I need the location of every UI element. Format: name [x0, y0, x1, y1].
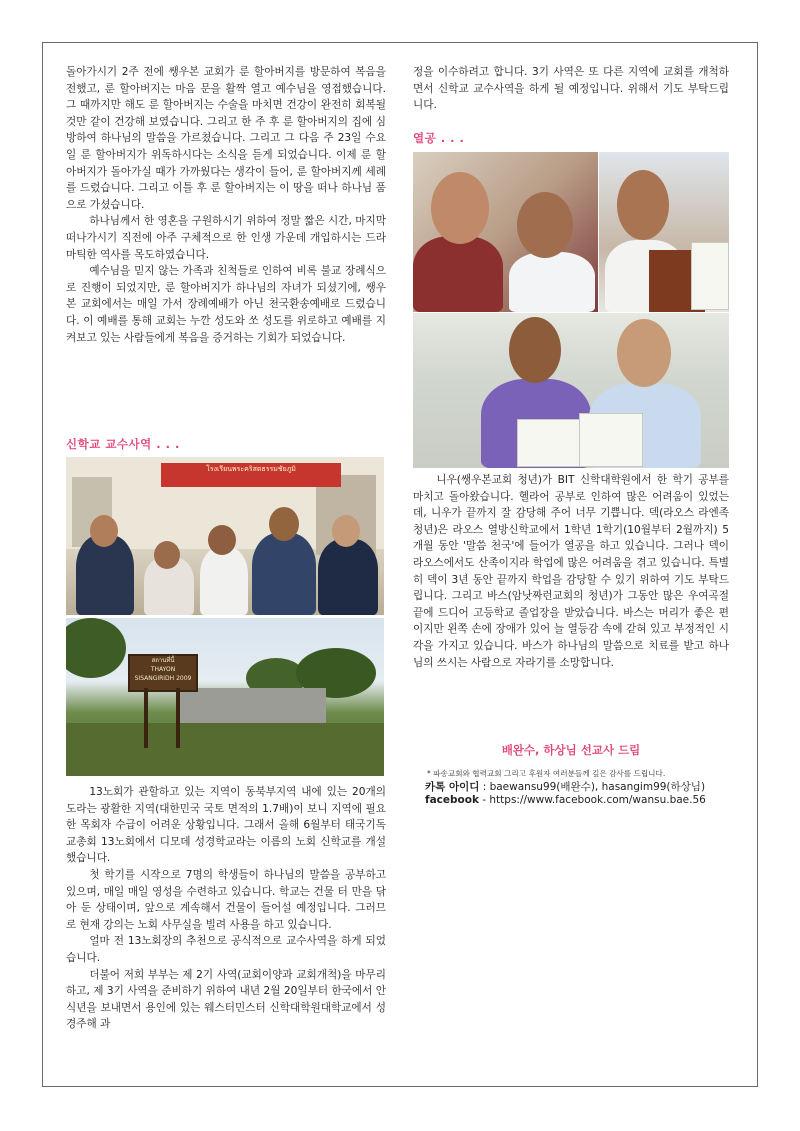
student-with-certificate-photo: [599, 152, 729, 312]
paragraph: 13노회가 관할하고 있는 지역이 동북부지역 내에 있는 20개의 도라는 광활한 지역(대한민국 국토 면적의 1.7배)이 보니 지역에 필요한 목회자 수급이 어려운 상황입니다. 그래서 올해 6월부터 태국기독교총회 13노회에서 디모데 성경학교라는 이름의 노회 신학교를 개설했습니다.: [66, 786, 386, 865]
section-heading-study: 열공 . . .: [413, 131, 465, 145]
kakao-label: 카톡 아이디: [425, 781, 480, 793]
facebook-contact: [425, 794, 706, 806]
paragraph: 더불어 저희 부부는 제 2기 사역(교회이양과 교회개척)을 마무리하고, 제 3기 사역을 준비하기 위하여 내년 2월 20일부터 한국에서 안식년을 보내면서 용인에 있는 웨스터민스터 신학대학원대학교에서 성경주해 과: [66, 968, 386, 1031]
seminary-site-photo: [66, 618, 384, 776]
thanks-note: * 파송교회와 협력교회 그리고 후원자 여러분들께 깊은 감사를 드립니다.: [427, 769, 666, 778]
site-signboard: [128, 654, 198, 692]
kakao-ids: : baewansu99(배완수), hasangim99(하상님): [479, 781, 706, 793]
left-column-bottom-text: [66, 784, 386, 1033]
paragraph: 얼마 전 13노회장의 추천으로 공식적으로 교수사역을 하게 되었습니다.: [66, 935, 386, 964]
right-column-middle-text: [413, 472, 729, 671]
facebook-url[interactable]: - https://www.facebook.com/wansu.bae.56: [478, 794, 706, 806]
sign-line: SISANGIRIDH 2009: [134, 675, 192, 682]
signature: 배완수, 하상님 선교사 드림: [501, 743, 641, 757]
facebook-label: facebook: [425, 794, 479, 806]
sign-line: THAYON: [150, 666, 176, 673]
left-column-top-text: [66, 64, 386, 346]
school-banner: โรงเรียนพระคริสตธรรมชัยภูมิ: [161, 463, 341, 487]
paragraph: 돌아가시기 2주 전에 쌩우본 교회가 룬 할아버지를 방문하여 복음을 전했고, 룬 할아버지는 마음 문을 활짝 열고 예수님을 영접했습니다. 그 때까지만 해도 룬 할아버지는 수술을 마치면 건강이 완전히 회복될 것만 같이 건강해 보였습니다. 그리고 한 주 후 룬 할아버지의 집에 심방하여 하나님의 말씀을 가르쳤습니다. 그리고 그 다음 주 23일 수요일 룬 할아버지가 위독하시다는 소식을 듣게 되었습니다. 이제 룬 할아버지가 돌아가실 때가 가까웠다는 생각이 들어, 룬 할아버지께 세례를 드렸습니다. 그리고 이틀 후 룬 할아버지는 이 땅을 떠나 하나님 품으로 가셨습니다.: [66, 66, 386, 211]
paragraph: 니우(쌩우본교회 청년)가 BIT 신학대학원에서 한 학기 공부를 마치고 돌아왔습니다. 헬라어 공부로 인하여 많은 어려움이 있었는데, 니우가 끝까지 잘 감당해 주어 너무 기쁩니다. 덱(라오스 라엔족 청년)은 라오스 열방신학교에서 1학년 1학기(10월부터 2월까지) 5개월 동안 '말씀 천국'에 들어가 열공을 하고 있습니다. 그러나 덱이 라오스에서도 산족이지라 학업에 많은 어려움을 겪고 있습니다. 특별히 덱이 3년 동안 끝까지 학업을 감당할 수 있기 위하여 기도 부탁드립니다. 그리고 바스(암낫짜런교회의 청년)가 그동안 많은 우여곡절 끝에 드디어 고등학교 졸업장을 받았습니다. 바스는 머리가 좋은 편이지만 왼쪽 손에 장애가 있어 늘 열등감 속에 갇혀 있고 부정적인 시각을 가지고 있습니다. 바스가 하나님의 말씀으로 치료를 받고 하나님의 쓰시는 사람으로 자라기를 소망합니다.: [413, 474, 729, 669]
paragraph: 하나님께서 한 영혼을 구원하시기 위하여 정말 짧은 시간, 마지막 떠나가시기 직전에 아주 구체적으로 한 인생 가운데 개입하시는 드라마틱한 역사를 목도하였습니다.: [66, 215, 386, 261]
sign-line: สถานที่นี้: [151, 657, 175, 664]
paragraph: 첫 학기를 시작으로 7명의 학생들이 하나님의 말씀을 공부하고 있으며, 매일 매일 영성을 수련하고 있습니다. 학교는 건물 터 만을 닦아 둔 상태이며, 앞으로 계속해서 건물이 들어설 예정입니다. 그러므로 현재 강의는 노회 사무실을 빌려 사용을 하고 있습니다.: [66, 868, 386, 931]
graduation-certificate-photo: [413, 313, 729, 468]
paragraph: 예수님을 믿지 않는 가족과 친척들로 인하여 비록 불교 장례식으로 진행이 되었지만, 룬 할아버지가 하나님의 자녀가 되셨기에, 쌩우본 교회에서는 매일 가서 장례예배가 아닌 천국환송예배로 드렸습니다. 이 예배를 통해 교회는 누깐 성도와 쏘 성도를 위로하고 예배를 지켜보고 있는 사람들에게 복음을 증거하는 기회가 되었습니다.: [66, 265, 386, 344]
student-with-woman-photo: [413, 152, 598, 312]
kakao-contact: [425, 779, 705, 794]
seminary-group-photo: [66, 457, 384, 615]
section-heading-seminary: 신학교 교수사역 . . .: [66, 437, 180, 451]
paragraph: 정을 이수하려고 합니다. 3기 사역은 또 다른 지역에 교회를 개척하면서 신학교 교수사역을 하게 될 예정입니다. 위해서 기도 부탁드립니다.: [413, 66, 729, 112]
right-column-top-text: [413, 64, 729, 114]
